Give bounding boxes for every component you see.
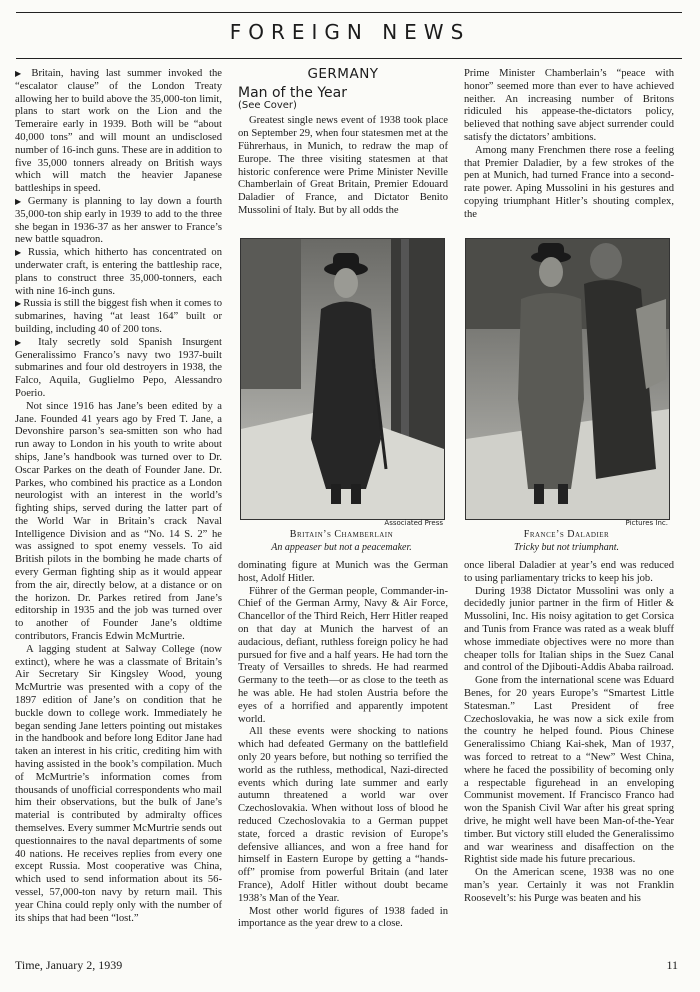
column-1 [15, 68, 222, 925]
paragraph: ▶ Russia, which hitherto has concentrated on underwater craft, is entering the battleship race, plans to construct three 35,000-tonners, each with nine 16-inch guns. [15, 247, 223, 297]
paragraph: ▶ Italy secretly sold Spanish Insurgent Generalissimo Franco’s navy two 1937-built submarines and four old destroyers in 1938, the Falco, Aquila, Guglielmo Pepo, Alessandro Poerio. [15, 336, 222, 399]
paragraph: Not since 1916 has Jane’s been edited by a Jane. Founded 41 years ago by Fred T. Jane, a Devonshire parson’s sea-smitten son who had run away to London in his youth to write about ships, Jane’s handbook was turned over to Dr. Oscar Parkes on the death of Founder Jane. Dr. Parkes, who combined his practice as a London neurologist with an interest in the world’s fighting ships, served during the latter part of the World War in Britain’s crack Naval Intelligence Division and as “No. 14 S. 2” he was assigned to spot enemy vessels. To aid British pilots in the bombing he made charts of every German fighting ship as it would appear from the air, directly below, at a distance or on the horizon. Dr. Parkes retired from Jane’s editorship in 1935 and the job was turned over to another of Founder Jane’s oldtime contributors, Francis Edwin McMurtrie. [15, 400, 222, 643]
paragraph: dominating figure at Munich was the German host, Adolf Hitler. [238, 560, 448, 584]
paragraph: Führer of the German people, Commander-in-Chief of the German Army, Navy & Air Force, Chancellor of the Third Reich, Herr Hitler reaped on that day at Munich the harvest of an audacious, defiant, ruthless foreign policy he had pursued for five and a half years. He had torn the Treaty of Versailles to shreds. He had rearmed Germany to the teeth—or as close to the teeth as he was able. He had stolen Austria before the eyes of a horrified and apparently impotent world. [238, 585, 448, 725]
photo-credit: Pictures Inc. [625, 519, 668, 527]
chamberlain-photo [240, 238, 445, 520]
daladier-photo [465, 238, 670, 520]
paragraph: Greatest single news event of 1938 took place on September 29, when four statesmen met at the Führerhaus, in Munich, to redraw the map of Europe. The three visiting statesmen at that historic conference were Prime Minister Neville Chamberlain of Great Britain, Premier Edouard Daladier of France, and Dictator Benito Mussolini of Italy. But by all odds the [238, 115, 448, 216]
caption-text: An appeaser but not a peacemaker. [271, 542, 412, 553]
paragraph: ▶ Russia is still the biggest fish when it comes to submarines, having “at least 164” built or building, including 40 of 200 tons. [15, 298, 223, 335]
column-2-continued [238, 560, 448, 931]
paragraph: All these events were shocking to nations which had defeated Germany on the battlefield only 20 years before, but nothing so terrified the world as the ruthless, methodical, Nazi-directed events which during late summer and early autumn threatened a world war over Czechoslovakia. When without loss of blood he reduced Czechoslovakia to a German puppet state, forced a drastic revision of Europe’s defensive alliances, and won a free hand for himself in Eastern Europe by getting a “hands-off” promise from powerful Britain (and later France), Adolf Hitler without doubt became 1938’s Man of the Year. [238, 726, 448, 904]
photo-caption [240, 528, 443, 554]
paragraph: Prime Minister Chamberlain’s “peace with honor” seemed more than ever to have achieved neither. An increasing number of Britons ridiculed his appease-the-dictators policy, believed that nothing save abject surrender could satisfy the dictators’ ambitions. [464, 68, 674, 143]
paragraph: On the American scene, 1938 was no one man’s year. Certainly it was not Franklin Roosevelt’s: his Purge was beaten and his [464, 867, 674, 904]
bullet-triangle-icon: ▶ [15, 299, 24, 309]
paragraph: Gone from the international scene was Eduard Benes, for 20 years Europe’s “Smartest Little Statesman.” Last President of free Czechoslovakia, he was now a sick exile from the country he helped found. Pious Chinese Generalissimo Chiang Kai-shek, Man of 1937, was forced to retreat to a “New” West China, where he faced the possibility of becoming only a respectable figurehead in an enveloping Communist movement. If Francisco Franco had won the Spanish Civil War after his great spring drive, he might well have been Man-of-the-Year timber. But victory still eluded the Generalissimo and war weariness and disaffection on the Rightist side made his future precarious. [464, 675, 674, 866]
paragraph: once liberal Daladier at year’s end was reduced to using parliamentary tricks to keep his job. [464, 560, 674, 584]
caption-text: Tricky but not triumphant. [514, 542, 619, 553]
paragraph: ▶ Britain, having last summer invoked the “escalator clause” of the London Treaty allowing her to build above the 35,000-ton limit, plans to start work on the Lion and the Temeraire early in 1939. Both will be “about 40,000 tons” and will mount an undisclosed number of 16-inch guns. These are in addition to five 35,000 tonners already on British ways which will match the heavier Japanese battleships in speed. [15, 68, 223, 195]
paragraph: Among many Frenchmen there rose a feeling that Premier Daladier, by a few strokes of the pen at Munich, had turned France into a second-rate power. Aping Mussolini in his gestures and copying triumphant Hitler’s shouting complex, the [464, 144, 674, 220]
paragraph: During 1938 Dictator Mussolini was only a decidedly junior partner in the firm of Hitler & Mussolini, Inc. His noisy agitation to get Corsica and Tunis from France was rated as a weak bluff whose immediate objectives were no more than cheaper tolls for Italian ships in the Suez Canal and control of the Djibouti-Addis Ababa railroad. [464, 585, 674, 674]
top-rule [16, 12, 682, 13]
photo-caption [465, 528, 668, 554]
caption-name: France’s Daladier [523, 529, 610, 540]
bullet-triangle-icon: ▶ [15, 196, 28, 206]
see-cover-note: (See Cover) [238, 99, 297, 111]
page-number: 11 [666, 958, 678, 972]
photo-credit: Associated Press [384, 519, 443, 527]
article-title: Man of the Year [238, 84, 347, 101]
section-masthead: FOREIGN NEWS [229, 20, 471, 44]
publication-footer: Time, January 2, 1939 [15, 958, 123, 972]
bullet-triangle-icon: ▶ [15, 337, 39, 347]
bullet-triangle-icon: ▶ [15, 69, 32, 78]
section-title: GERMANY [307, 66, 379, 82]
paragraph: A lagging student at Salway College (now extinct), where he was a classmate of Britain’s Air Secretary Sir Kingsley Wood, young McMurtrie was presented with a copy of the 1897 edition of Jane’s on condition that he buckle down to college work. Immediately he began sending Jane letters pointing out mistakes in the handbook and before long Editor Jane had taken an interest in his critic, crediting him with having assisted in the book’s compilation. Much of McMurtrie’s information comes from thousands of unofficial correspondents who mail him their observations, but the bulk of Jane’s material is contributed by admiralty offices themselves. Every summer McMurtrie sends out questionnaires to the naval departments of some 40 nations. He receives replies from every one except Russia. Most cooperative was China, which used to send information about its 56-vessel, 57,000-ton navy by return mail. This year China could reply only with the number of its ships that had been “lost.” [15, 643, 222, 924]
column-3 [464, 68, 674, 222]
masthead-rule [16, 58, 682, 59]
column-3-continued [464, 560, 674, 906]
paragraph: ▶ Germany is planning to lay down a fourth 35,000-ton ship early in 1939 to add to the three she began in 1936-37 as her answer to France’s new battle squadron. [15, 195, 222, 246]
caption-name: Britain’s Chamberlain [289, 529, 394, 540]
column-2 [238, 68, 448, 218]
bullet-triangle-icon: ▶ [15, 248, 29, 258]
paragraph: Most other world figures of 1938 faded in importance as the year drew to a close. [238, 905, 448, 930]
